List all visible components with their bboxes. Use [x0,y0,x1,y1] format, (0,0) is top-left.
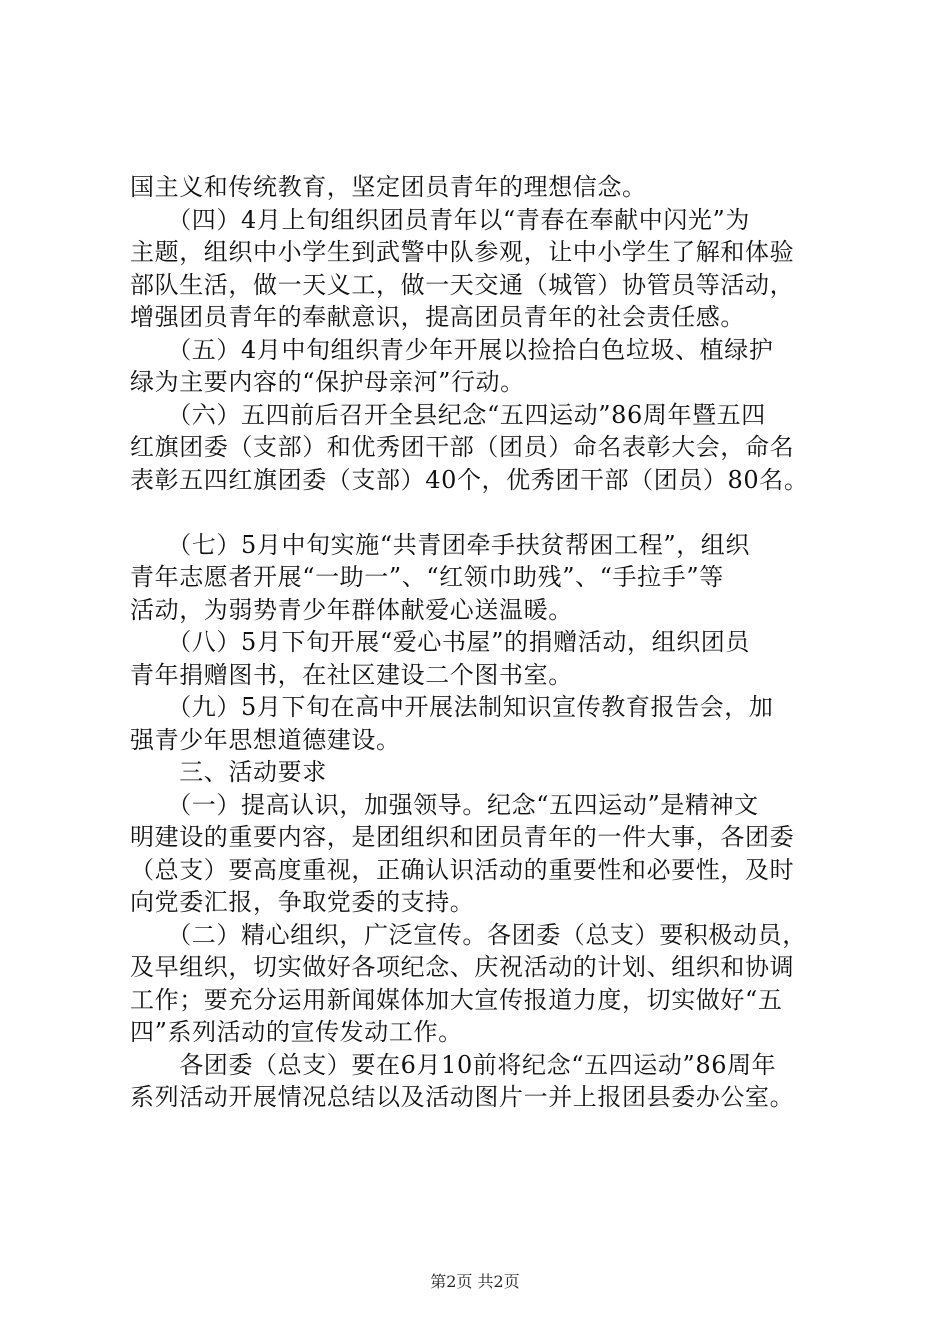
page-indicator: 第2页 共2页 [430,1272,520,1291]
text-line: 绿为主要内容的“保护母亲河”行动。 [130,368,525,396]
text-line: 四”系列活动的宣传发动工作。 [130,1018,463,1046]
text-line: （五）4月中旬组织青少年开展以捡拾白色垃圾、植绿护 [130,335,774,364]
text-line: 青年志愿者开展“一助一”、“红领巾助残”、“手拉手”等 [130,563,724,591]
text-line: （二）精心组织，广泛宣传。各团委（总支）要积极动员， [130,920,807,949]
text-line: 向党委汇报，争取党委的支持。 [130,888,475,916]
section-heading: 三、活动要求 [130,758,327,786]
text-line: 系列活动开展情况总结以及活动图片一并上报团县委办公室。 [130,1083,795,1111]
text-line: 主题，组织中小学生到武警中队参观，让中小学生了解和体验 [130,238,795,266]
text-line: 及早组织，切实做好各项纪念、庆祝活动的计划、组织和协调 [130,953,795,981]
document-body [130,171,842,1114]
text-line: （一）提高认识，加强领导。纪念“五四运动”是精神文 [130,790,759,819]
text-line: 青年捐赠图书，在社区建设二个图书室。 [130,660,573,689]
text-line: （总支）要高度重视，正确认识活动的重要性和必要性，及时 [130,855,795,884]
text-line: 部队生活，做一天义工，做一天交通（城管）协管员等活动， [130,270,795,299]
text-line: 明建设的重要内容，是团组织和团员青年的一件大事，各团委 [130,823,795,851]
text-line: 增强团员青年的奉献意识，提高团员青年的社会责任感。 [130,303,745,331]
text-line: （七）5月中旬实施“共青团牵手扶贫帮困工程”，组织 [130,530,751,559]
text-line: （九）5月下旬在高中开展法制知识宣传教育报告会，加 [130,693,774,721]
text-line: 强青少年思想道德建设。 [130,725,401,754]
text-line: 工作；要充分运用新闻媒体加大宣传报道力度，切实做好“五 [130,985,783,1014]
text-line: （四）4月上旬组织团员青年以“青春在奉献中闪光”为 [130,205,751,234]
text-line: 表彰五四红旗团委（支部）40个，优秀团干部（团员）80名。 [130,465,809,494]
text-line: （八）5月下旬开展“爱心书屋”的捐赠活动，组织团员 [130,628,751,656]
text-line: 红旗团委（支部）和优秀团干部（团员）命名表彰大会，命名 [130,433,795,461]
text-line: （六）五四前后召开全县纪念“五四运动”86周年暨五四 [130,400,766,429]
text-line: 国主义和传统教育，坚定团员青年的理想信念。 [130,173,647,201]
text-line: 各团委（总支）要在6月10前将纪念“五四运动”86周年 [130,1050,777,1079]
text-line: 活动，为弱势青少年群体献爱心送温暖。 [130,595,573,624]
blank-line [130,496,842,529]
